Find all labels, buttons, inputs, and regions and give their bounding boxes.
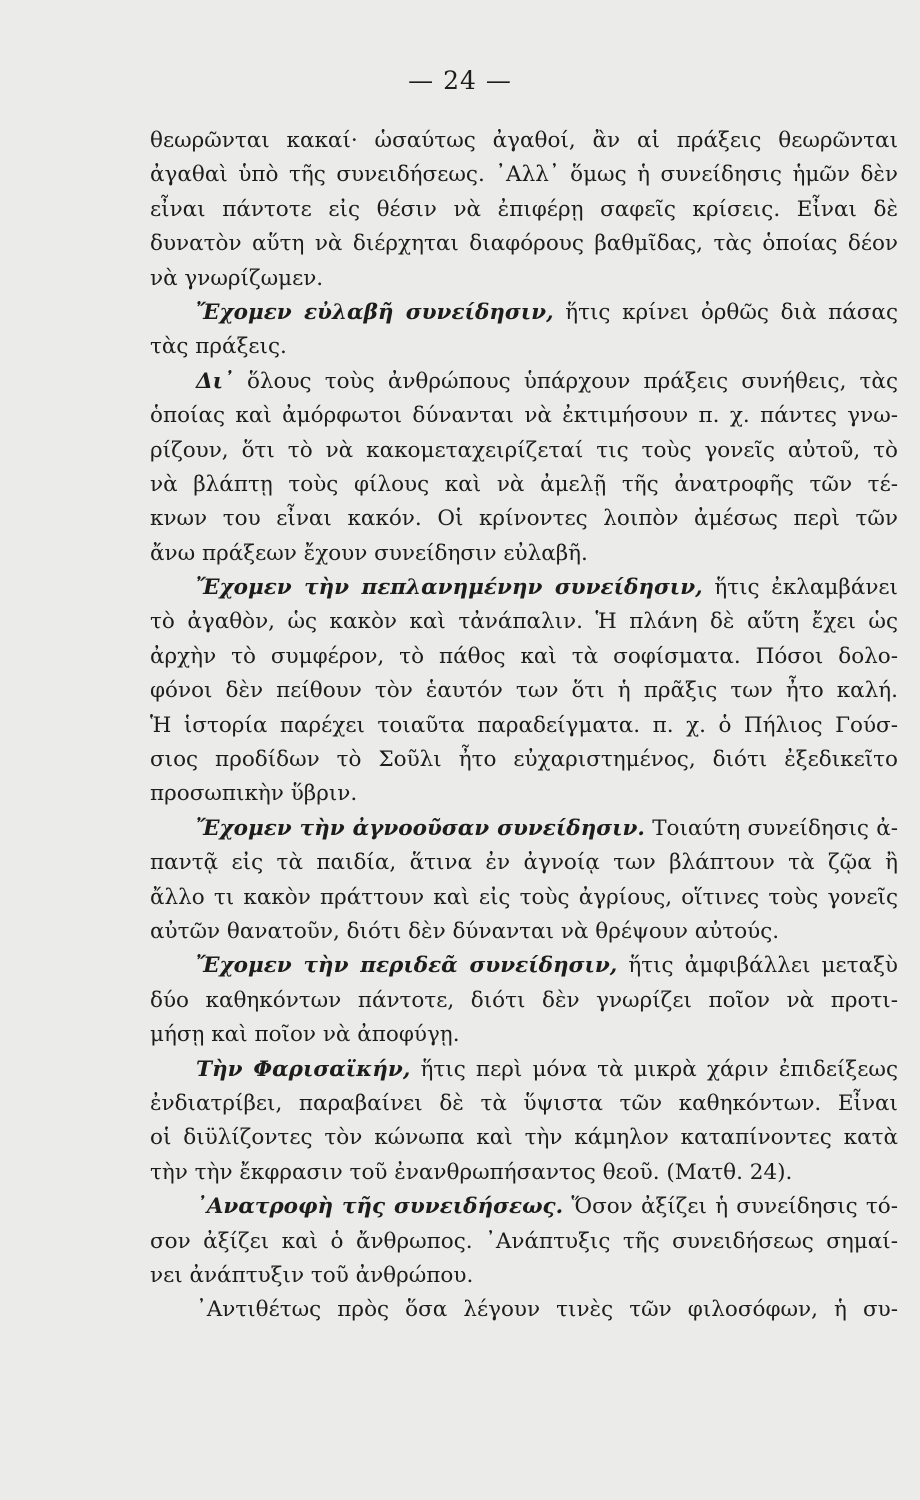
text-line: Ἔχομεν τὴν πεπλανημένην συνείδησιν, ἥτις ἐκλαμβάνει (196, 575, 898, 601)
text-line: σον ἀξίζει καὶ ὁ ἄνθρωπος. ᾿Ανάπτυξις τῆς συνειδήσεως σημαί- (150, 1228, 898, 1254)
text-line: προσωπικὴν ὕβριν. (150, 781, 358, 807)
paragraph-lead: Δι᾿ (196, 368, 234, 394)
text-line: ρίζουν, ὅτι τὸ νὰ κακομεταχειρίζεταί τις τοὺς γονεῖς αὐτοῦ, τὸ (150, 437, 898, 463)
text-line: ᾿Αντιθέτως πρὸς ὅσα λέγουν τινὲς τῶν φιλοσόφων, ἡ συ- (196, 1297, 898, 1323)
section-heading: Τὴν Φαρισαϊκήν, (196, 1056, 411, 1082)
text-line: εἶναι πάντοτε εἰς θέσιν νὰ ἐπιφέρῃ σαφεῖς κρίσεις. Εἶναι δὲ (150, 196, 898, 222)
text-line: Ἔχομεν τὴν περιδεᾶ συνείδησιν, ἥτις ἀμφιβάλλει μεταξὺ (196, 953, 898, 979)
text-line: σιος προδίδων τὸ Σοῦλι ἦτο εὐχαριστημένος, διότι ἐξεδικεῖτο (150, 747, 898, 773)
text-line: νὰ γνωρίζωμεν. (150, 265, 324, 291)
body-text (150, 124, 898, 1328)
text-line: νὰ βλάπτῃ τοὺς φίλους καὶ νὰ ἀμελῇ τῆς ἀνατροφῆς τῶν τέ- (150, 471, 898, 497)
text-line: Ἡ ἱστορία παρέχει τοιαῦτα παραδείγματα. π. χ. ὁ Πήλιος Γούσ- (150, 712, 898, 738)
text-line: οἱ διϋλίζοντες τὸν κώνωπα καὶ τὴν κάμηλον καταπίνοντες κατὰ (150, 1125, 898, 1151)
text-line: Ἔχομεν εὐλαβῆ συνείδησιν, ἥτις κρίνει ὀρθῶς διὰ πάσας (196, 299, 898, 325)
section-heading: Ἔχομεν εὐλαβῆ συνείδησιν, (196, 299, 554, 325)
text-line: ᾿Ανατροφὴ τῆς συνειδήσεως. Ὅσον ἀξίζει ἡ συνείδησις τό- (196, 1194, 898, 1220)
text-line: ἀγαθαὶ ὑπὸ τῆς συνειδήσεως. ᾿Αλλ᾿ ὅμως ἡ συνείδησις ἡμῶν δὲν (150, 162, 898, 188)
section-heading: Ἔχομεν τὴν περιδεᾶ συνείδησιν, (196, 953, 618, 979)
text-line: ἄνω πράξεων ἔχουν συνείδησιν εὐλαβῆ. (150, 540, 588, 566)
text-line: ἐνδιατρίβει, παραβαίνει δὲ τὰ ὕψιστα τῶν καθηκόντων. Εἶναι (150, 1090, 898, 1116)
section-heading: Ἔχομεν τὴν πεπλανημένην συνείδησιν, (196, 575, 703, 601)
text-line: τὴν τὴν ἔκφρασιν τοῦ ἐνανθρωπήσαντος θεοῦ. (Ματθ. 24). (150, 1159, 793, 1185)
text-line: νει ἀνάπτυξιν τοῦ ἀνθρώπου. (150, 1262, 474, 1288)
text-line: κνων του εἶναι κακόν. Οἱ κρίνοντες λοιπὸν ἀμέσως περὶ τῶν (150, 506, 898, 532)
section-heading: ᾿Ανατροφὴ τῆς συνειδήσεως. (196, 1194, 564, 1220)
text-line: ὁποίας καὶ ἀμόρφωτοι δύνανται νὰ ἐκτιμήσουν π. χ. πάντες γνω- (150, 403, 898, 429)
text-line: μήσῃ καὶ ποῖον νὰ ἀποφύγῃ. (150, 1022, 460, 1048)
text-line: φόνοι δὲν πείθουν τὸν ἑαυτόν των ὅτι ἡ πρᾶξις των ἦτο καλή. (150, 678, 898, 704)
text-line: ἄλλο τι κακὸν πράττουν καὶ εἰς τοὺς ἀγρίους, οἵτινες τοὺς γονεῖς (150, 884, 898, 910)
text-line: ἀρχὴν τὸ συμφέρον, τὸ πάθος καὶ τὰ σοφίσματα. Πόσοι δολο- (150, 643, 898, 669)
text-line: Ἔχομεν τὴν ἀγνοοῦσαν συνείδησιν. Τοιαύτη συνείδησις ἀ- (196, 815, 898, 841)
page-number: — 24 — (408, 66, 512, 95)
text-line: αὐτῶν θανατοῦν, διότι δὲν δύνανται νὰ θρέψουν αὐτούς. (150, 918, 780, 944)
text-line: θεωρῶνται κακαί· ὡσαύτως ἀγαθοί, ἂν αἱ πράξεις θεωρῶνται (150, 128, 898, 153)
text-line: Δι᾿ ὅλους τοὺς ἀνθρώπους ὑπάρχουν πράξεις συνήθεις, τὰς (196, 368, 898, 394)
section-heading: Ἔχομεν τὴν ἀγνοοῦσαν συνείδησιν. (196, 815, 645, 841)
text-line: τὰς πράξεις. (150, 334, 287, 360)
text-line: Τὴν Φαρισαϊκήν, ἥτις περὶ μόνα τὰ μικρὰ χάριν ἐπιδείξεως (196, 1056, 898, 1082)
text-line: δυνατὸν αὕτη νὰ διέρχηται διαφόρους βαθμῖδας, τὰς ὁποίας δέον (150, 231, 898, 257)
text-line: παντᾷ εἰς τὰ παιδία, ἅτινα ἐν ἀγνοίᾳ των βλάπτουν τὰ ζῷα ἢ (150, 850, 898, 876)
text-line: δύο καθηκόντων πάντοτε, διότι δὲν γνωρίζει ποῖον νὰ προτι- (150, 987, 898, 1013)
text-line: τὸ ἀγαθὸν, ὡς κακὸν καὶ τἀνάπαλιν. Ἡ πλάνη δὲ αὕτη ἔχει ὡς (150, 609, 898, 635)
